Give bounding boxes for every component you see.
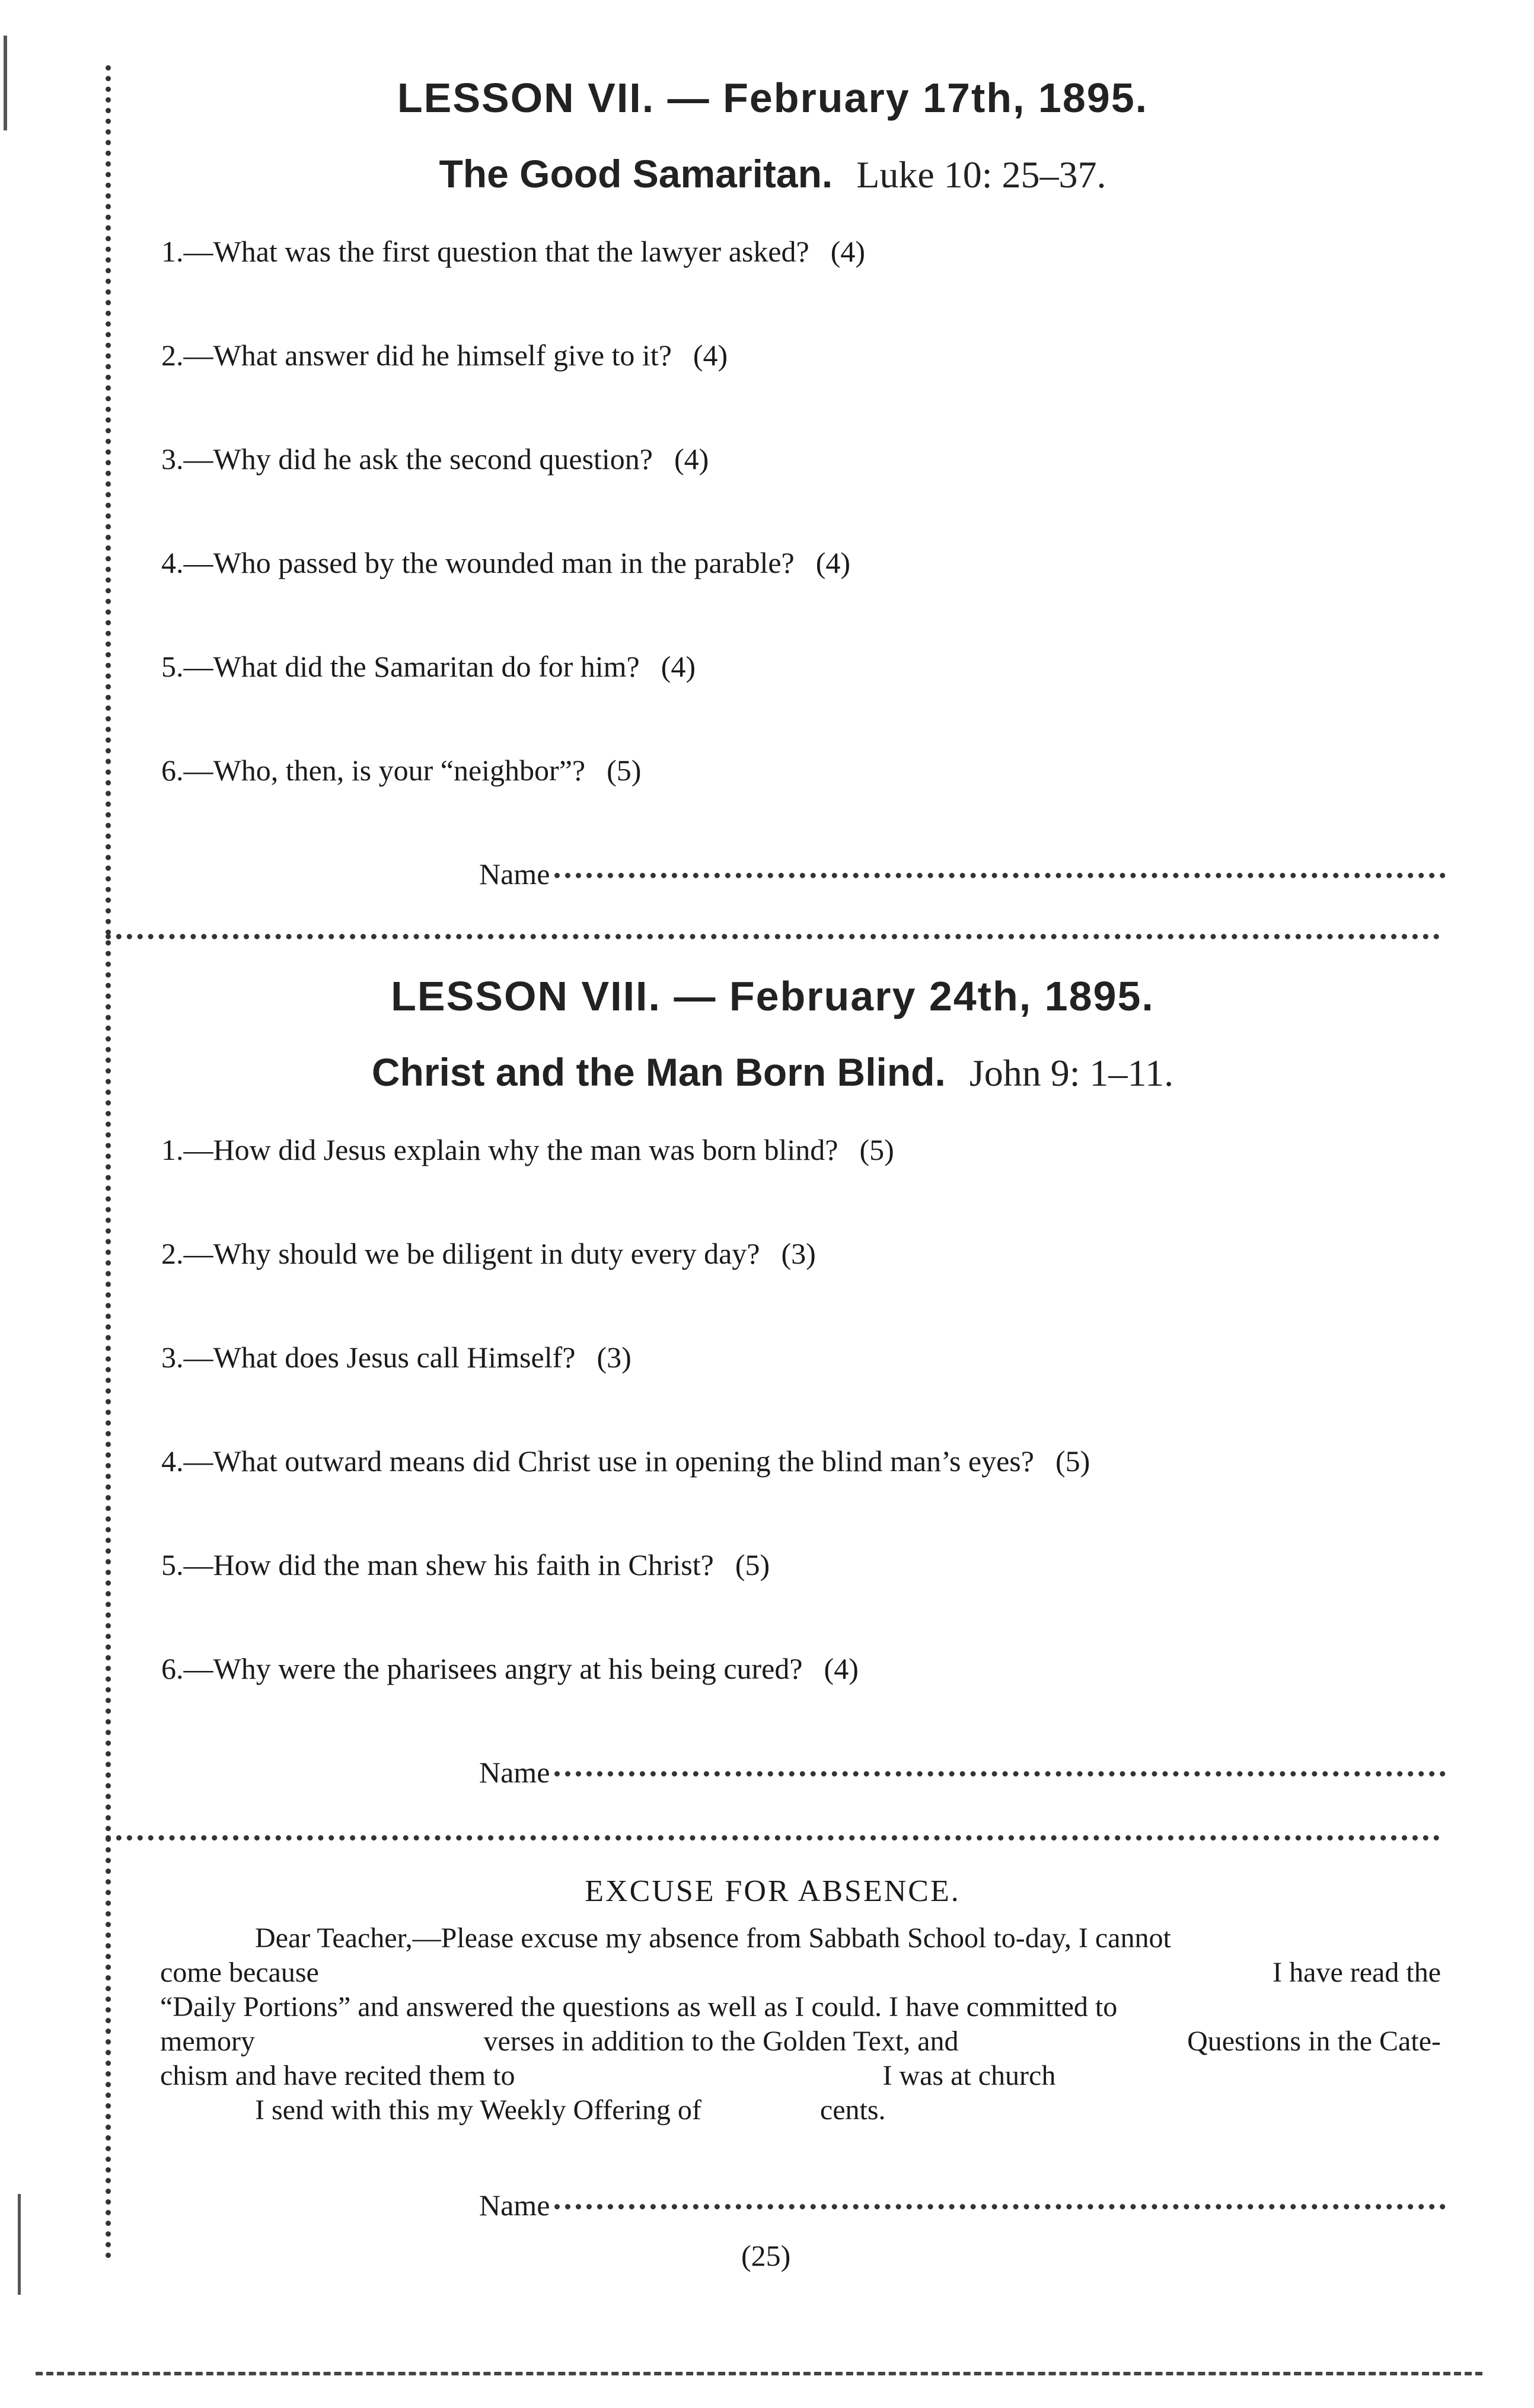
name-label: Name xyxy=(479,2189,550,2222)
scan-edge-mark xyxy=(18,2194,21,2295)
excuse-line: chism and have recited them to I was at church xyxy=(160,2060,1056,2091)
lesson-7-heading: LESSON VII. — February 17th, 1895. xyxy=(397,75,1149,121)
lesson-7-reference: Luke 10: 25–37. xyxy=(856,154,1106,196)
lesson-8-title-row xyxy=(106,1050,1440,1095)
scan-edge-mark xyxy=(4,36,7,130)
section-divider xyxy=(106,934,1440,939)
name-blank[interactable] xyxy=(554,2204,1446,2209)
lesson-8-question-6: 6.—Why were the pharisees angry at his being cured? (4) xyxy=(161,1652,859,1685)
excuse-title: EXCUSE FOR ABSENCE. xyxy=(585,1874,961,1908)
lesson-8-name-field[interactable] xyxy=(479,1755,1446,1790)
lesson-7-question-5: 5.—What did the Samaritan do for him? (4) xyxy=(161,650,696,683)
excuse-line: Dear Teacher,—Please excuse my absence from Sabbath School to-day, I cannot xyxy=(255,1922,1171,1954)
excuse-line: memory verses in addition to the Golden Text, and Questions in the Cate- xyxy=(160,2026,1441,2057)
lesson-7-name-field[interactable] xyxy=(479,857,1446,891)
lesson-8-question-4: 4.—What outward means did Christ use in opening the blind man’s eyes? (5) xyxy=(161,1444,1090,1478)
name-label: Name xyxy=(479,857,550,891)
lesson-7-title-row xyxy=(106,151,1440,197)
name-blank[interactable] xyxy=(554,1771,1446,1777)
lesson-8-question-1: 1.—How did Jesus explain why the man was born blind? (5) xyxy=(161,1133,894,1166)
lesson-8-title: Christ and the Man Born Blind. xyxy=(371,1050,946,1094)
lesson-8-question-3: 3.—What does Jesus call Himself? (3) xyxy=(161,1341,632,1374)
left-perforation-line xyxy=(106,65,111,2259)
excuse-line: “Daily Portions” and answered the questions as well as I could. I have committed to xyxy=(160,1991,1118,2023)
lesson-7-question-4: 4.—Who passed by the wounded man in the parable? (4) xyxy=(161,546,851,579)
name-blank[interactable] xyxy=(554,873,1446,878)
lesson-8-question-5: 5.—How did the man shew his faith in Christ? (5) xyxy=(161,1548,770,1581)
lesson-8-reference: John 9: 1–11. xyxy=(969,1052,1174,1094)
lesson-7-question-6: 6.—Who, then, is your “neighbor”? (5) xyxy=(161,754,642,787)
lesson-7-question-2: 2.—What answer did he himself give to it? (4) xyxy=(161,339,728,372)
excuse-body xyxy=(160,1921,1441,2128)
lesson-8-question-2: 2.—Why should we be diligent in duty every day? (3) xyxy=(161,1237,816,1270)
excuse-name-field[interactable] xyxy=(479,2188,1446,2222)
excuse-line: I send with this my Weekly Offering of cents. xyxy=(255,2094,886,2126)
name-label: Name xyxy=(479,1756,550,1789)
excuse-line: come because I have read the xyxy=(160,1957,1441,1988)
section-divider xyxy=(106,1835,1440,1841)
lesson-7-question-3: 3.—Why did he ask the second question? (4) xyxy=(161,442,709,476)
page-bottom-edge xyxy=(36,2372,1482,2375)
lesson-8-heading: LESSON VIII. — February 24th, 1895. xyxy=(391,973,1155,1019)
lesson-7-title: The Good Samaritan. xyxy=(439,152,833,196)
lesson-7-question-1: 1.—What was the first question that the lawyer asked? (4) xyxy=(161,235,866,268)
page-number: (25) xyxy=(741,2239,791,2272)
